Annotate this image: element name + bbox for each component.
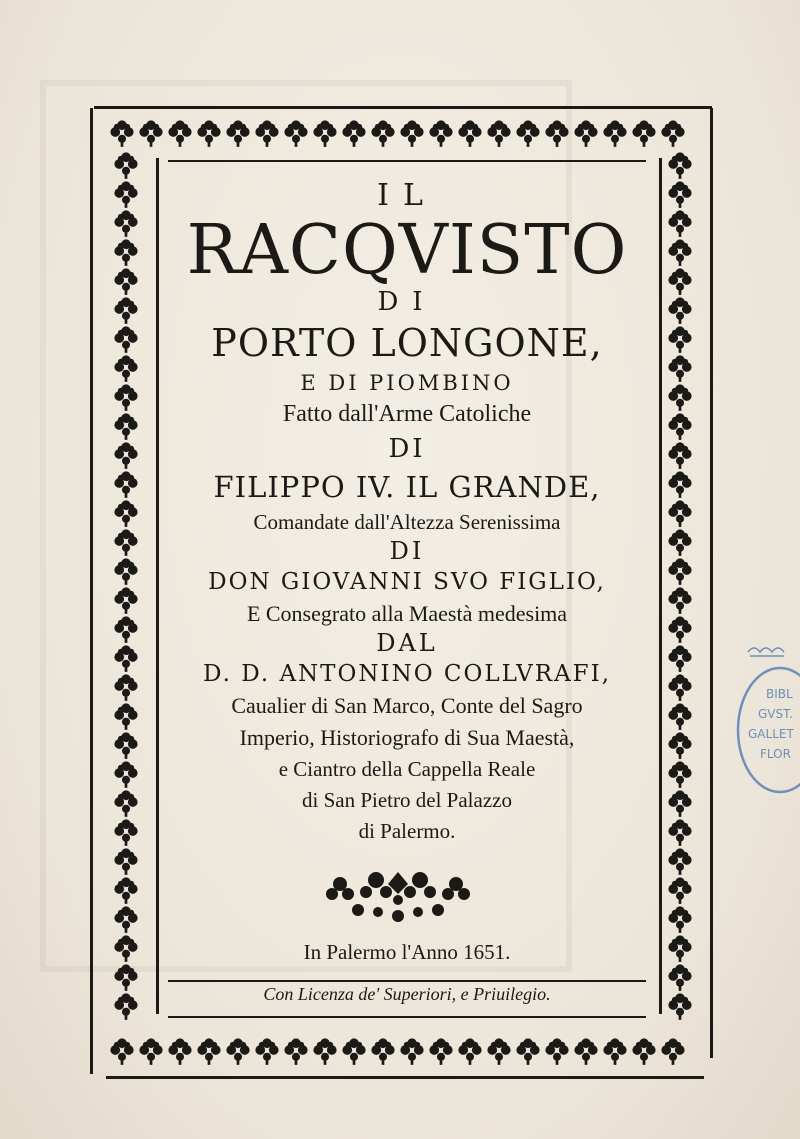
fleuron-icon: [114, 529, 137, 555]
fleuron-icon: [114, 877, 137, 903]
fleuron-icon: [668, 558, 691, 584]
fleuron-icon: [668, 993, 691, 1019]
fleuron-icon: [114, 471, 137, 497]
fleuron-icon: [603, 1038, 626, 1064]
fleuron-icon: [668, 616, 691, 642]
library-stamp: [732, 640, 800, 800]
fleuron-icon: [114, 848, 137, 874]
author-title: di Palermo.: [358, 819, 456, 843]
fleuron-icon: [114, 413, 137, 439]
title-line: DAL: [376, 629, 438, 657]
fleuron-icon: [284, 1038, 307, 1064]
fleuron-icon: [114, 703, 137, 729]
license-line: Con Licenza de' Superiori, e Priuilegio.: [263, 984, 551, 1004]
fleuron-icon: [487, 120, 510, 146]
outer-rule-top: [94, 106, 712, 109]
fleuron-icon: [632, 120, 655, 146]
fleuron-icon: [313, 1038, 336, 1064]
fleuron-icon: [442, 877, 470, 900]
inner-rule-imprint: [168, 980, 646, 982]
fleuron-icon: [114, 906, 137, 932]
fleuron-icon: [371, 1038, 394, 1064]
author-title: Caualier di San Marco, Conte del Sagro: [231, 693, 583, 718]
stamp-text: FLOR: [760, 747, 791, 761]
fleuron-icon: [668, 239, 691, 265]
fleuron-icon: [114, 239, 137, 265]
fleuron-icon: [574, 120, 597, 146]
fleuron-icon: [668, 297, 691, 323]
author-name: D. D. ANTONINO COLLVRAFI,: [202, 661, 612, 687]
ornament-border-left: [108, 150, 144, 1030]
fleuron-icon: [545, 1038, 568, 1064]
fleuron-icon: [668, 471, 691, 497]
inner-rule-bottom: [168, 1016, 646, 1018]
outer-rule-right: [710, 108, 713, 1058]
fleuron-icon: [226, 1038, 249, 1064]
fleuron-icon: [139, 1038, 162, 1064]
title-line: DI: [388, 434, 426, 464]
fleuron-icon: [114, 616, 137, 642]
fleuron-icon: [114, 935, 137, 961]
fleuron-icon: [371, 120, 394, 146]
fleuron-icon: [114, 355, 137, 381]
fleuron-icon: [668, 645, 691, 671]
fleuron-icon: [284, 120, 307, 146]
fleuron-icon: [114, 181, 137, 207]
fleuron-icon: [326, 877, 354, 900]
fleuron-icon: [400, 120, 423, 146]
fleuron-icon: [668, 355, 691, 381]
fleuron-icon: [668, 442, 691, 468]
title-line: E Consegrato alla Maestà medesima: [246, 601, 568, 626]
fleuron-icon: [603, 120, 626, 146]
fleuron-icon: [545, 120, 568, 146]
fleuron-icon: [668, 210, 691, 236]
fleuron-icon: [668, 268, 691, 294]
fleuron-icon: [668, 964, 691, 990]
fleuron-icon: [516, 120, 539, 146]
title-line: DON GIOVANNI SVO FIGLIO,: [208, 569, 606, 595]
inner-rule-top: [168, 160, 646, 162]
imprint-line: In Palermo l'Anno 1651.: [303, 940, 511, 964]
fleuron-icon: [255, 1038, 278, 1064]
ornament-border-bottom: [108, 1036, 700, 1068]
title-line: DI: [377, 287, 437, 317]
fleuron-icon: [114, 326, 137, 352]
fleuron-icon: [114, 210, 137, 236]
fleuron-icon: [114, 732, 137, 758]
fleuron-icon: [197, 120, 220, 146]
fleuron-icon: [352, 904, 444, 922]
title-subject: PORTO LONGONE,: [211, 321, 603, 365]
fleuron-icon: [668, 674, 691, 700]
title-line: DI: [389, 537, 425, 565]
stamp-text: GVST.: [758, 707, 793, 721]
title-block: [160, 170, 654, 844]
fleuron-icon: [388, 872, 408, 905]
fleuron-icon: [458, 1038, 481, 1064]
stamp-crown-icon: [748, 648, 784, 656]
stamp-text: BIBL: [766, 687, 793, 701]
author-title: Imperio, Historiografo di Sua Maestà,: [239, 725, 575, 750]
author-title: e Ciantro della Cappella Reale: [278, 757, 536, 781]
author-title: di San Pietro del Palazzo: [302, 788, 512, 812]
fleuron-icon: [114, 558, 137, 584]
fleuron-icon: [197, 1038, 220, 1064]
fleuron-icon: [661, 1038, 684, 1064]
stamp-text: GALLET: [748, 727, 794, 741]
fleuron-icon: [168, 120, 191, 146]
fleuron-icon: [360, 872, 392, 898]
fleuron-icon: [668, 529, 691, 555]
fleuron-icon: [632, 1038, 655, 1064]
fleuron-icon: [661, 120, 684, 146]
ornament-border-top: [108, 118, 700, 150]
fleuron-icon: [458, 120, 481, 146]
fleuron-icon: [114, 384, 137, 410]
fleuron-icon: [226, 120, 249, 146]
fleuron-icon: [668, 877, 691, 903]
title-line: Comandate dall'Altezza Serenissima: [253, 510, 561, 534]
title-line: FILIPPO IV. IL GRANDE,: [213, 470, 601, 504]
fleuron-icon: [114, 297, 137, 323]
fleuron-icon: [110, 120, 133, 146]
outer-rule-bottom: [106, 1076, 704, 1079]
fleuron-icon: [668, 732, 691, 758]
fleuron-icon: [429, 1038, 452, 1064]
fleuron-icon: [400, 1038, 423, 1064]
fleuron-icon: [168, 1038, 191, 1064]
fleuron-icon: [114, 674, 137, 700]
fleuron-icon: [110, 1038, 133, 1064]
fleuron-icon: [404, 872, 436, 898]
title-main: RACQVISTO: [186, 211, 628, 290]
fleuron-icon: [668, 181, 691, 207]
fleuron-icon: [668, 935, 691, 961]
fleuron-icon: [114, 761, 137, 787]
fleuron-icon: [668, 326, 691, 352]
fleuron-icon: [114, 442, 137, 468]
fleuron-icon: [668, 500, 691, 526]
printers-ornament: [318, 866, 478, 924]
fleuron-icon: [429, 120, 452, 146]
fleuron-icon: [487, 1038, 510, 1064]
fleuron-icon: [342, 120, 365, 146]
outer-rule-left: [90, 108, 93, 1074]
fleuron-icon: [574, 1038, 597, 1064]
fleuron-icon: [668, 703, 691, 729]
ornament-border-right: [662, 150, 698, 1030]
fleuron-icon: [668, 761, 691, 787]
fleuron-icon: [342, 1038, 365, 1064]
fleuron-icon: [114, 819, 137, 845]
fleuron-icon: [668, 413, 691, 439]
fleuron-icon: [668, 819, 691, 845]
fleuron-icon: [114, 500, 137, 526]
title-line: Fatto dall'Arme Catoliche: [282, 401, 532, 427]
fleuron-icon: [114, 152, 137, 178]
title-line: E DI PIOMBINO: [300, 371, 514, 395]
title-line: IL: [377, 178, 437, 213]
fleuron-icon: [668, 906, 691, 932]
fleuron-icon: [516, 1038, 539, 1064]
fleuron-icon: [668, 152, 691, 178]
fleuron-icon: [114, 587, 137, 613]
fleuron-icon: [255, 120, 278, 146]
fleuron-icon: [139, 120, 162, 146]
fleuron-icon: [114, 645, 137, 671]
fleuron-icon: [668, 848, 691, 874]
fleuron-icon: [114, 268, 137, 294]
fleuron-icon: [668, 587, 691, 613]
fleuron-icon: [114, 790, 137, 816]
fleuron-icon: [114, 964, 137, 990]
fleuron-icon: [668, 384, 691, 410]
fleuron-icon: [313, 120, 336, 146]
fleuron-icon: [668, 790, 691, 816]
fleuron-icon: [114, 993, 137, 1019]
